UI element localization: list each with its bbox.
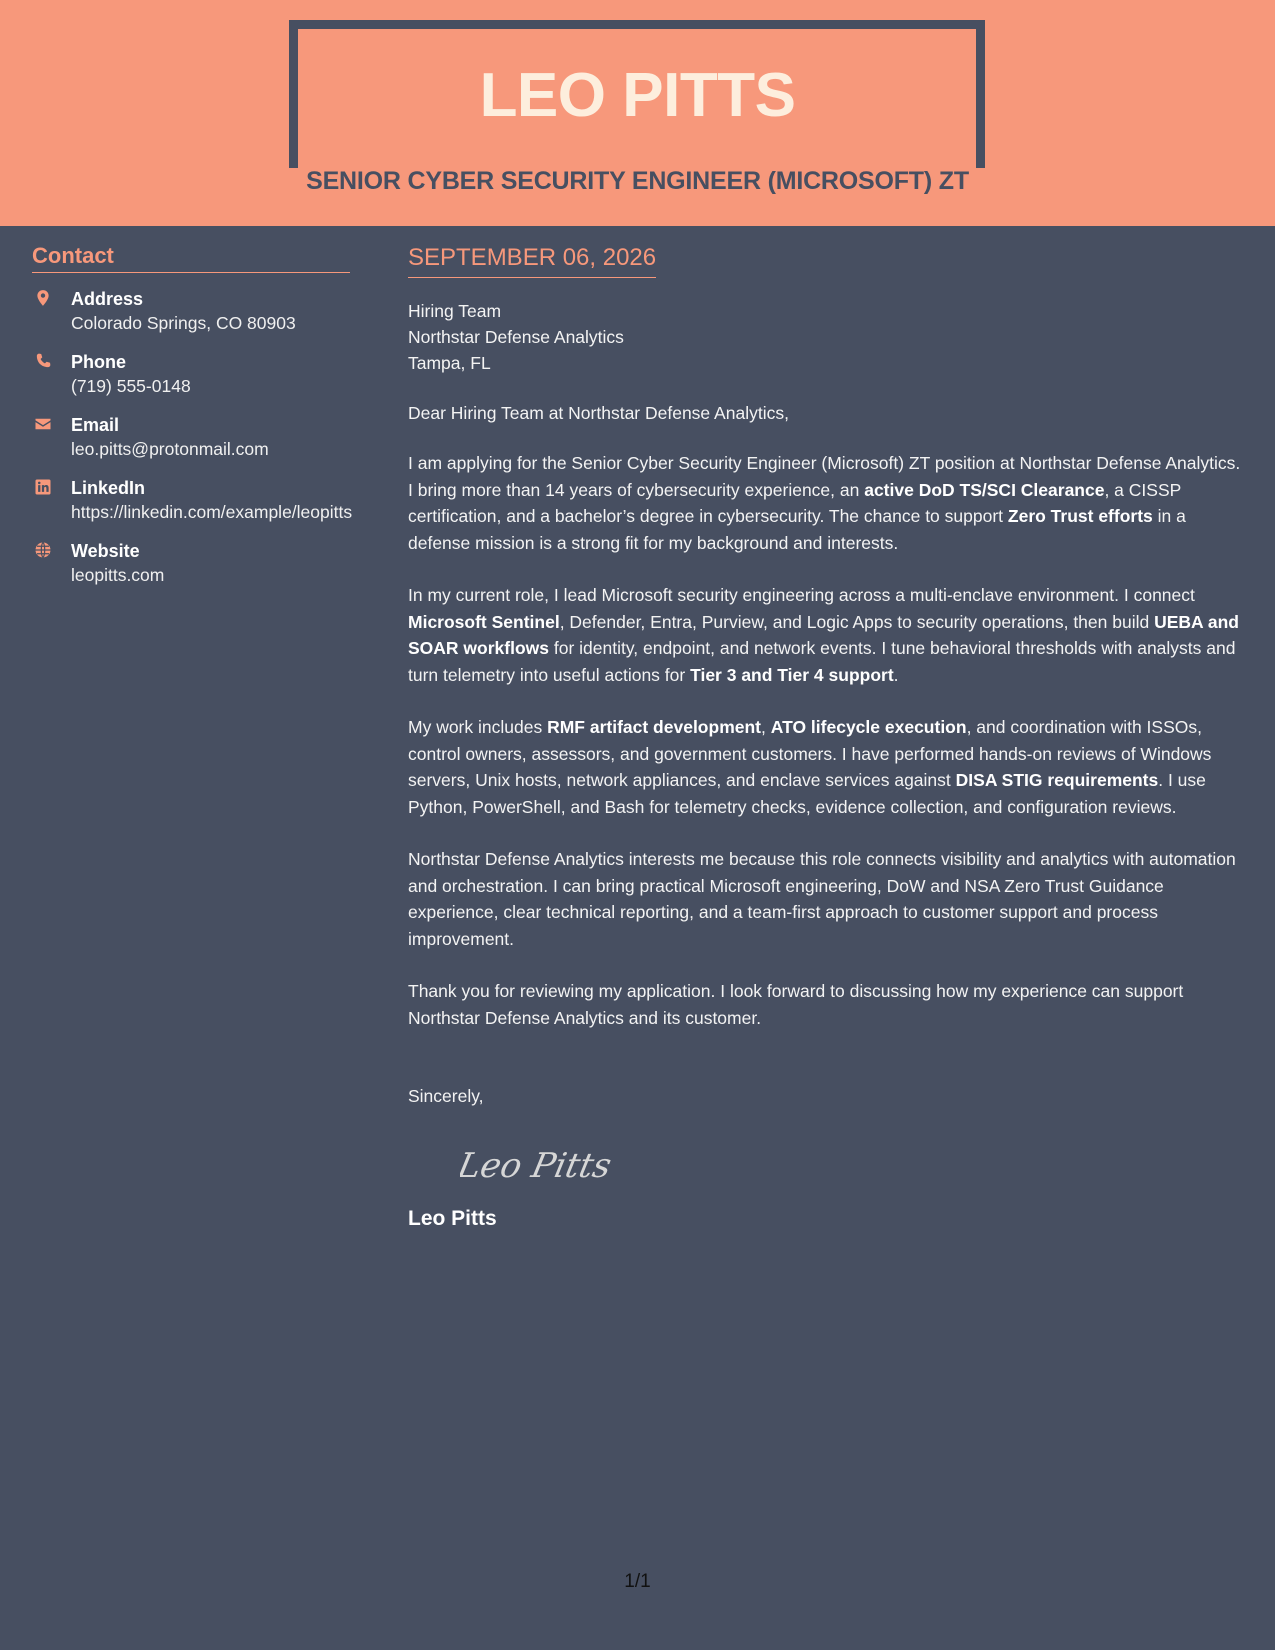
letter-paragraph	[408, 846, 1248, 952]
page-number: 1/1	[624, 1571, 651, 1592]
svg-text:Leo Pitts: Leo Pitts	[460, 1146, 615, 1186]
paragraph-text: , Defender, Entra, Purview, and Logic Apps to security operations, then build	[559, 611, 1155, 632]
contact-label: Address	[71, 289, 144, 309]
contact-item-linkedin	[32, 476, 352, 524]
emphasis-text: active DoD TS/SCI Clearance	[864, 479, 1105, 500]
paragraph-text: , and coordination with ISSOs, control owners, assessors, and government customers. I have performed hands-on reviews of Windows servers, Unix hosts, network appliances, and enclave services against	[408, 717, 1212, 790]
closing: Sincerely,	[408, 1086, 484, 1106]
letter-body	[408, 244, 1248, 1231]
contact-item-email	[32, 413, 352, 461]
paragraph-text: Thank you for reviewing my application. I look forward to discussing how my experience can support Northstar Defense Analytics and its customer.	[408, 981, 1184, 1028]
linkedin-icon	[34, 478, 52, 496]
contact-list	[32, 287, 352, 587]
emphasis-text: RMF artifact development	[547, 717, 762, 737]
letter-paragraph	[408, 978, 1248, 1031]
candidate-name: LEO PITTS	[479, 61, 796, 130]
letter-paragraph	[408, 582, 1248, 688]
paragraph-text: I am applying for the Senior Cyber Security Engineer (Microsoft) ZT position at Northstar Defense Analytics. I bring more than 14 years of cybersecurity experience, an	[408, 453, 1241, 500]
emphasis-text: Tier 3 and Tier 4 support	[690, 664, 894, 685]
paragraph-text: , a CISSP certification, and a bachelor’s degree in cybersecurity. The chance to support	[408, 479, 1181, 526]
emphasis-text: UEBA and SOAR workflows	[408, 611, 1239, 658]
signature-image	[460, 1139, 1248, 1189]
contact-item-website	[32, 539, 352, 587]
recipient-line: Northstar Defense Analytics	[408, 327, 624, 347]
job-title: SENIOR CYBER SECURITY ENGINEER (MICROSOFT) ZT	[306, 167, 969, 195]
website-value[interactable]: leopitts.com	[71, 565, 165, 585]
salutation: Dear Hiring Team at Northstar Defense Analytics,	[408, 403, 789, 423]
globe-icon	[34, 541, 52, 559]
emphasis-text: Zero Trust efforts	[1007, 506, 1153, 526]
address-value: Colorado Springs, CO 80903	[71, 313, 296, 333]
paragraph-text: . I use Python, PowerShell, and Bash for telemetry checks, evidence collection, and configuration reviews.	[408, 770, 1206, 817]
recipient-line: Hiring Team	[408, 301, 502, 321]
paragraph-text: My work includes	[408, 717, 548, 737]
letter-date: SEPTEMBER 06, 2026	[408, 244, 656, 278]
contact-label: Phone	[71, 352, 127, 372]
letter-paragraph	[408, 714, 1248, 820]
header-banner	[0, 0, 1275, 226]
contact-label: Email	[71, 415, 120, 435]
emphasis-text: Microsoft Sentinel	[408, 611, 560, 632]
envelope-icon	[34, 415, 52, 433]
paragraph-text: .	[893, 664, 899, 685]
emphasis-text: ATO lifecycle execution	[770, 717, 967, 737]
map-pin-icon	[34, 289, 52, 307]
contact-heading: Contact	[32, 243, 350, 273]
contact-item-phone	[32, 350, 352, 398]
paragraph-text: ,	[761, 717, 771, 737]
contact-label: Website	[71, 541, 140, 561]
phone-value: (719) 555-0148	[71, 376, 191, 396]
letter-paragraph	[408, 450, 1248, 556]
recipient-line: Tampa, FL	[408, 353, 491, 373]
linkedin-value[interactable]: https://linkedin.com/example/leopitts	[71, 502, 353, 522]
emphasis-text: DISA STIG requirements	[955, 770, 1159, 790]
recipient-block	[408, 298, 1248, 376]
email-value[interactable]: leo.pitts@protonmail.com	[71, 439, 269, 459]
paragraph-text: for identity, endpoint, and network events. I tune behavioral thresholds with analysts and turn telemetry into useful actions for	[408, 638, 1236, 685]
contact-sidebar	[32, 243, 352, 602]
contact-item-address	[32, 287, 352, 335]
handwritten-signature	[460, 1139, 660, 1189]
contact-label: LinkedIn	[71, 478, 146, 498]
paragraph-text: Northstar Defense Analytics interests me because this role connects visibility and analytics with automation and orchestration. I can bring practical Microsoft engineering, DoW and NSA Zero Trust Guidance experience, clear technical reporting, and a team-first approach to customer support and process improvement.	[408, 849, 1236, 949]
signer-name: Leo Pitts	[408, 1207, 497, 1230]
letter-paragraphs	[408, 450, 1248, 1031]
phone-icon	[34, 352, 52, 370]
paragraph-text: in a defense mission is a strong fit for my background and interests.	[408, 506, 1186, 553]
paragraph-text: In my current role, I lead Microsoft security engineering across a multi-enclave environment. I connect	[408, 585, 1195, 605]
